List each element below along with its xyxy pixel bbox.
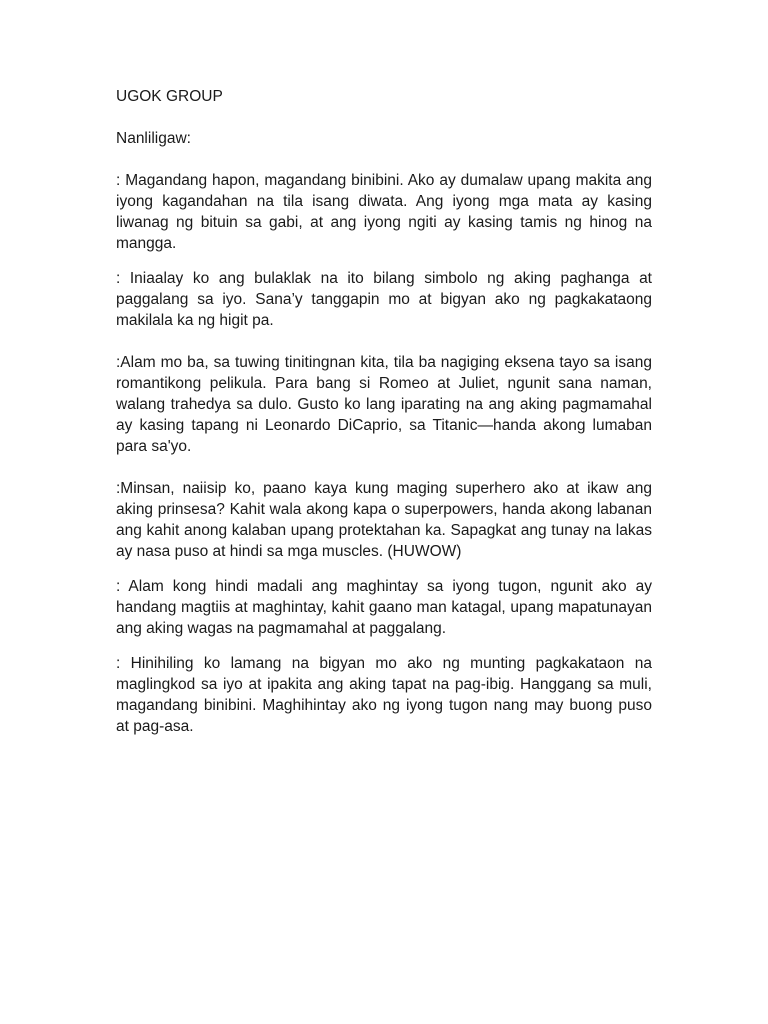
paragraph-6: : Hinihiling ko lamang na bigyan mo ako ng munting pagkakataon na maglingkod sa iyo at ipakita ang aking tapat na pag-ibig. Hanggang sa muli, magandang binibini. Maghihintay ako ng iyong tugon nang may buong puso at pag-asa. [116, 655, 652, 735]
document-body [116, 86, 652, 737]
document-title: UGOK GROUP [116, 88, 223, 105]
paragraph-3: :Alam mo ba, sa tuwing tinitingnan kita, tila ba nagiging eksena tayo sa isang romantikong pelikula. Para bang si Romeo at Juliet, ngunit sana naman, walang trahedya sa dulo. Gusto ko lang iparating na ang aking pagmamahal ay kasing tapang ni Leonardo DiCaprio, sa Titanic—handa akong lumaban para sa'yo. [116, 354, 652, 455]
paragraph-4: :Minsan, naiisip ko, paano kaya kung maging superhero ako at ikaw ang aking prinsesa? Kahit wala akong kapa o superpowers, handa akong labanan ang kahit anong kalaban upang protektahan ka. Sapagkat ang tunay na lakas ay nasa puso at hindi sa mga muscles. (HUWOW) [116, 480, 652, 560]
paragraph-5: : Alam kong hindi madali ang maghintay sa iyong tugon, ngunit ako ay handang magtiis at maghintay, kahit gaano man katagal, upang mapatunayan ang aking wagas na pagmamahal at paggalang. [116, 578, 652, 637]
speaker-label: Nanliligaw: [116, 130, 191, 147]
paragraph-1: : Magandang hapon, magandang binibini. Ako ay dumalaw upang makita ang iyong kagandahan na tila isang diwata. Ang iyong mga mata ay kasing liwanag ng bituin sa gabi, at ang iyong ngiti ay kasing tamis ng hinog na mangga. [116, 172, 652, 252]
paragraph-2: : Iniaalay ko ang bulaklak na ito bilang simbolo ng aking paghanga at paggalang sa iyo. Sana’y tanggapin mo at bigyan ako ng pagkakataong makilala ka ng higit pa. [116, 270, 652, 329]
